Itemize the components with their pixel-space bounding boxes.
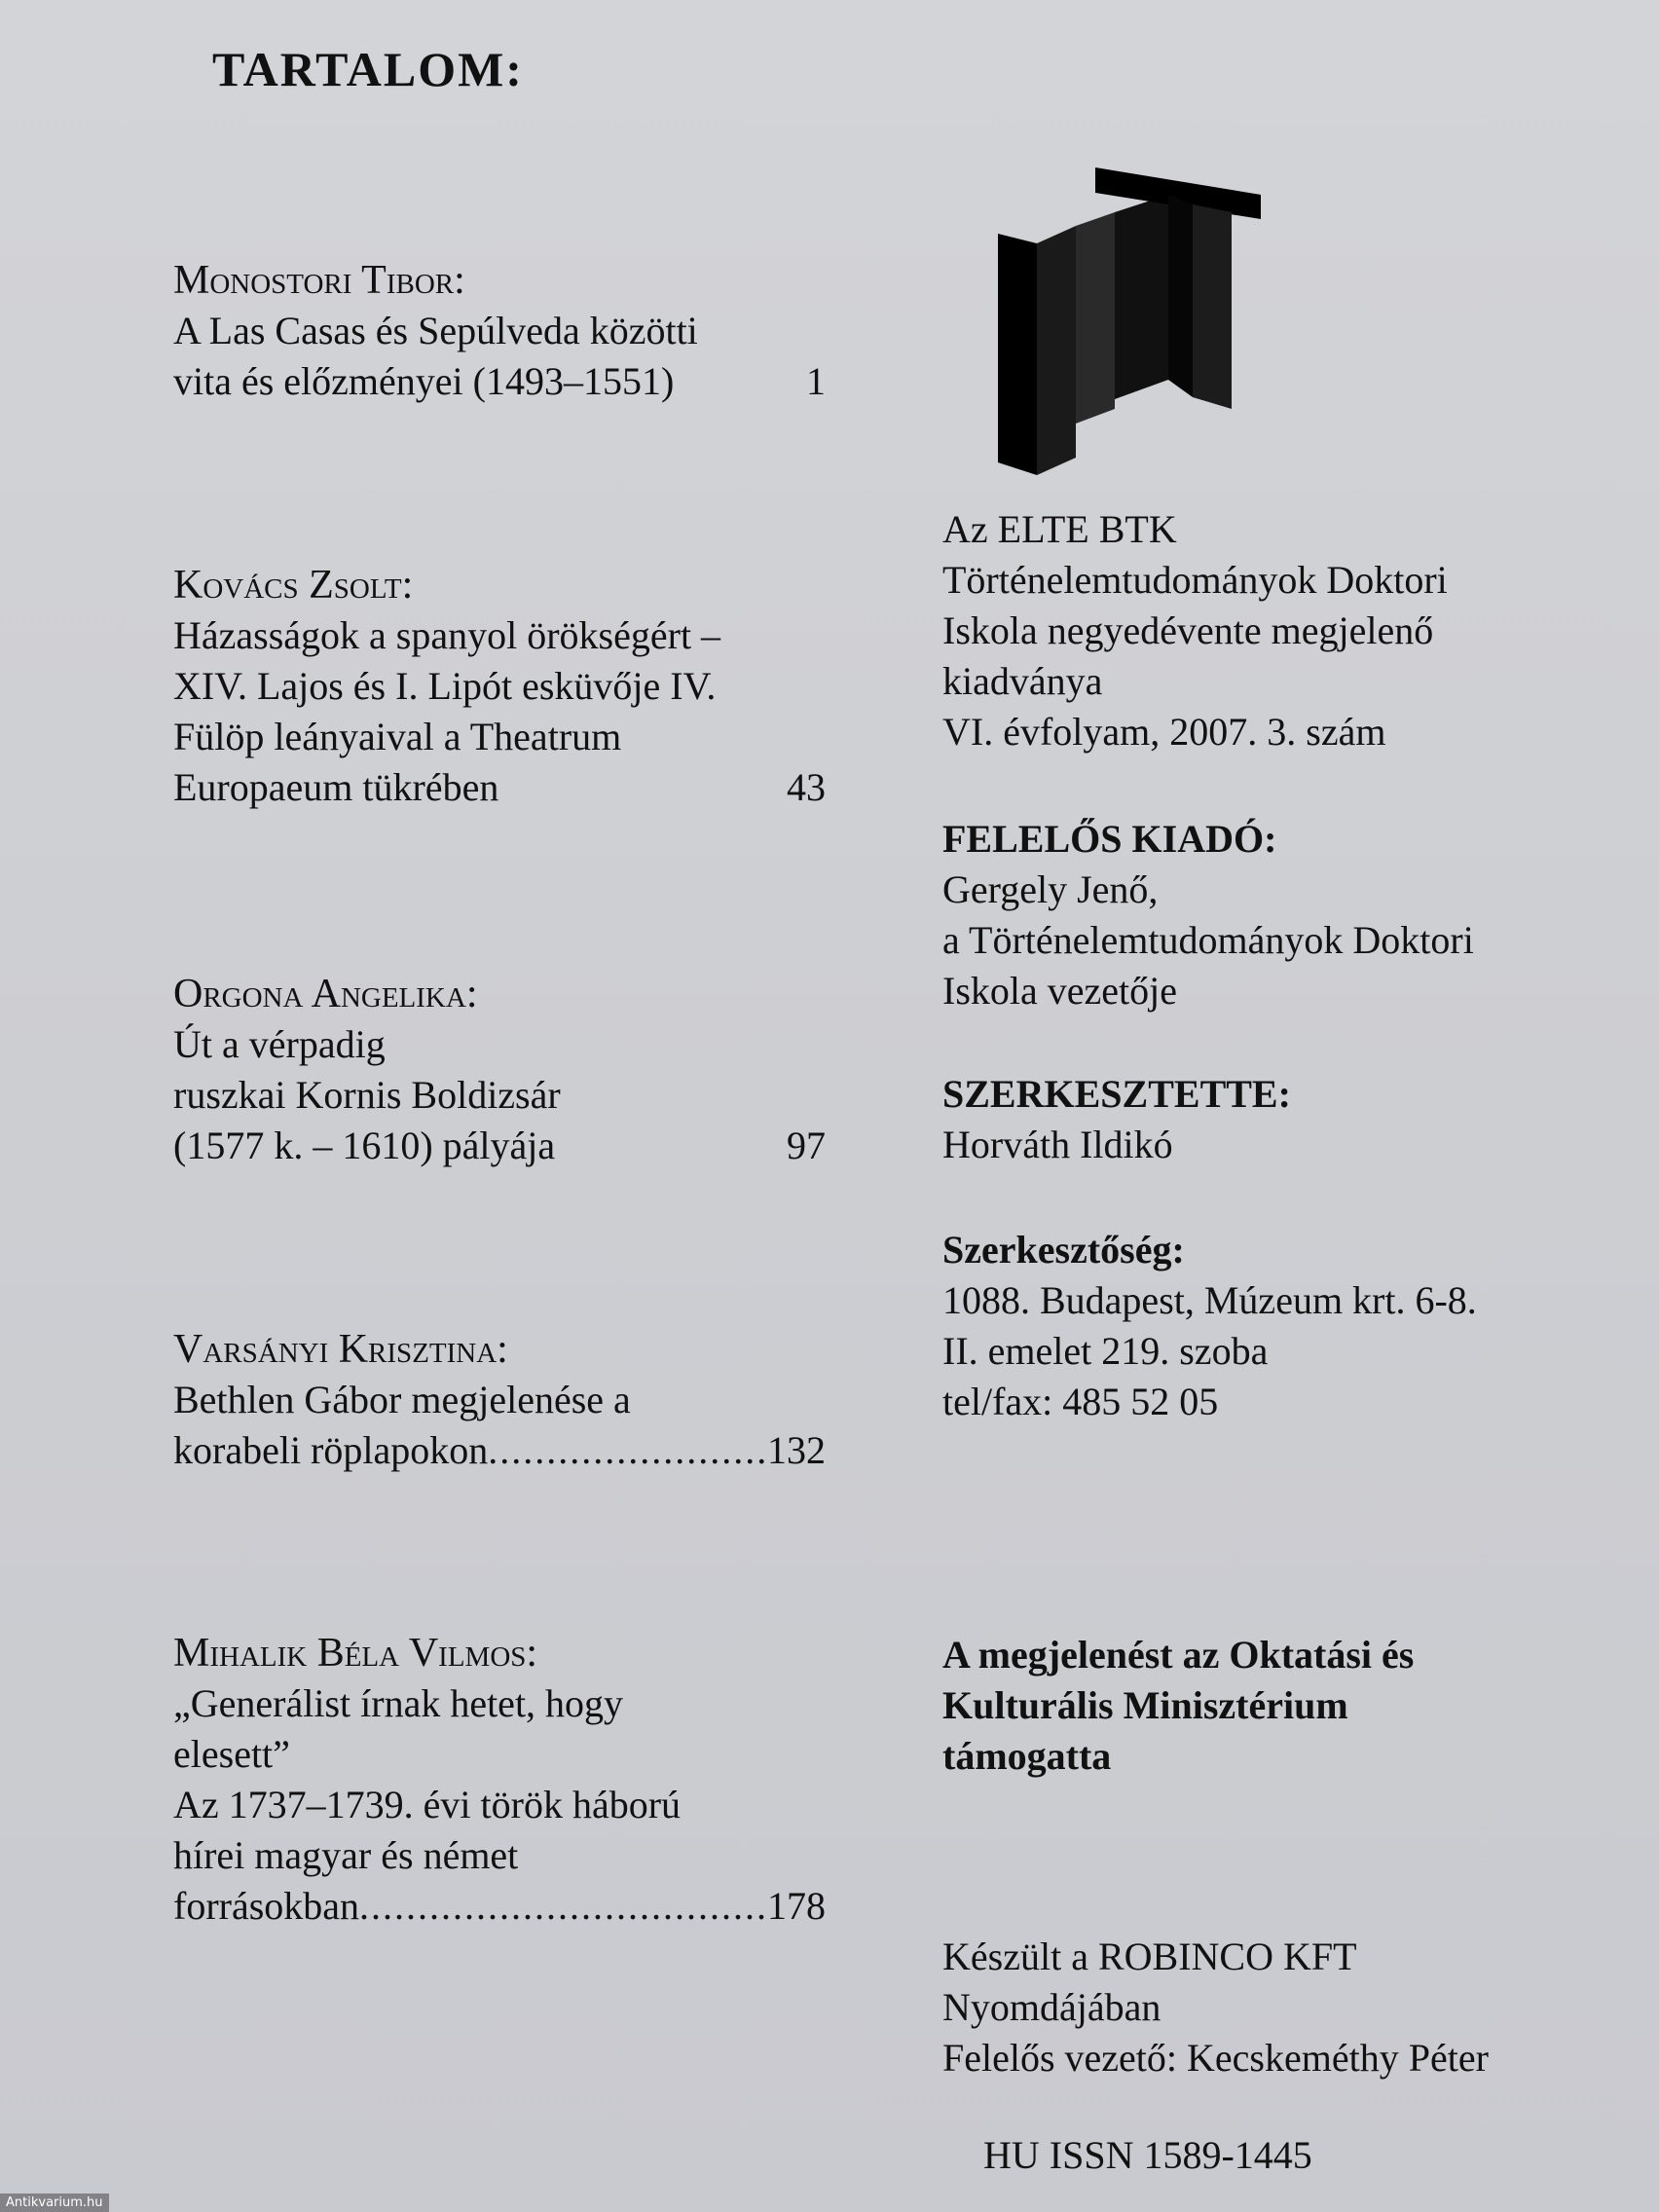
toc-title-line: Fülöp leányaival a Theatrum [173, 715, 622, 758]
info-line: Nyomdájában [942, 1985, 1161, 2029]
toc-author: Orgona Angelika: [173, 972, 478, 1016]
toc-author: Mihalik Béla Vilmos: [173, 1631, 538, 1676]
toc-entry [173, 255, 826, 407]
toc-title: TARTALOM: [212, 42, 524, 96]
toc-page-number: 178 [767, 1884, 826, 1928]
toc-last-line [173, 762, 826, 813]
info-line: Kulturális Minisztérium [942, 1683, 1348, 1727]
info-line: támogatta [942, 1734, 1112, 1778]
toc-title-line: elesett” [173, 1732, 290, 1776]
toc-entry [173, 1628, 826, 1932]
toc-page-number: 97 [787, 1124, 826, 1167]
info-line: tel/fax: 485 52 05 [942, 1380, 1219, 1423]
responsible-publisher [942, 814, 1624, 1016]
info-line: Iskola negyedévente megjelenő [942, 608, 1434, 652]
toc-last-line [173, 356, 826, 407]
info-line: Iskola vezetője [942, 969, 1177, 1013]
toc-title-line: Bethlen Gábor megjelenése a [173, 1378, 631, 1421]
toc-entry [173, 1324, 826, 1476]
info-line: Horváth Ildikó [942, 1123, 1173, 1166]
toc-last-line [173, 1121, 826, 1171]
toc-title-line: Az 1737–1739. évi török háború [173, 1783, 682, 1826]
info-line: Készült a ROBINCO KFT [942, 1935, 1357, 1978]
dot-leader [359, 1881, 767, 1932]
info-line: 1088. Budapest, Múzeum krt. 6-8. [942, 1278, 1477, 1322]
kut-logo [998, 166, 1290, 477]
toc-author: Kovács Zsolt: [173, 563, 414, 608]
toc-title-line: vita és előzményei (1493–1551) [173, 359, 675, 403]
toc-author: Monostori Tibor: [173, 258, 465, 303]
toc-title-line: forrásokban [173, 1884, 360, 1928]
toc-title-line: „Generálist írnak hetet, hogy [173, 1681, 624, 1725]
issn: HU ISSN 1589-1445 [983, 2133, 1312, 2177]
toc-last-line [173, 1425, 826, 1476]
info-line: VI. évfolyam, 2007. 3. szám [942, 710, 1386, 754]
toc-page-number: 43 [787, 765, 826, 809]
toc-title-line: XIV. Lajos és I. Lipót esküvője IV. [173, 664, 717, 708]
info-line: Gergely Jenő, [942, 867, 1159, 911]
toc-title-line: Házasságok a spanyol örökségért – [173, 613, 721, 657]
info-line: Felelős vezető: Kecskeméthy Péter [942, 2036, 1489, 2080]
info-line: a Történelemtudományok Doktori [942, 918, 1474, 962]
info-line: Az ELTE BTK [942, 507, 1177, 551]
section-heading: FELELŐS KIADÓ: [942, 817, 1277, 861]
toc-title-line: Europaeum tükrében [173, 765, 499, 809]
watermark: Antikvarium.hu [0, 2194, 109, 2212]
toc-title-line: A Las Casas és Sepúlveda közötti [173, 309, 698, 352]
toc-title-line: korabeli röplapokon [173, 1428, 489, 1472]
editorial-office [942, 1225, 1624, 1427]
info-line: A megjelenést az Oktatási és [942, 1633, 1415, 1677]
toc-page-number: 1 [806, 359, 826, 403]
info-line: Történelemtudományok Doktori [942, 558, 1448, 602]
toc-last-line [173, 1881, 826, 1932]
publisher-info [942, 504, 1624, 757]
info-line: kiadványa [942, 659, 1103, 703]
editor-section [942, 1069, 1624, 1170]
toc-entry [173, 560, 826, 813]
toc-entry [173, 969, 826, 1171]
printer-info [942, 1932, 1624, 2083]
dot-leader [488, 1425, 767, 1476]
support-note [942, 1630, 1624, 1782]
info-line: II. emelet 219. szoba [942, 1329, 1269, 1373]
toc-title-line: hírei magyar és német [173, 1833, 519, 1877]
section-heading: SZERKESZTETTE: [942, 1072, 1291, 1116]
toc-title-line: (1577 k. – 1610) pályája [173, 1124, 556, 1167]
toc-author: Varsányi Krisztina: [173, 1327, 508, 1372]
section-heading: Szerkesztőség: [942, 1228, 1185, 1272]
logo-shape [998, 167, 1261, 475]
toc-title-line: Út a vérpadig [173, 1022, 386, 1066]
toc-title-line: ruszkai Kornis Boldizsár [173, 1073, 561, 1117]
toc-page-number: 132 [767, 1428, 826, 1472]
